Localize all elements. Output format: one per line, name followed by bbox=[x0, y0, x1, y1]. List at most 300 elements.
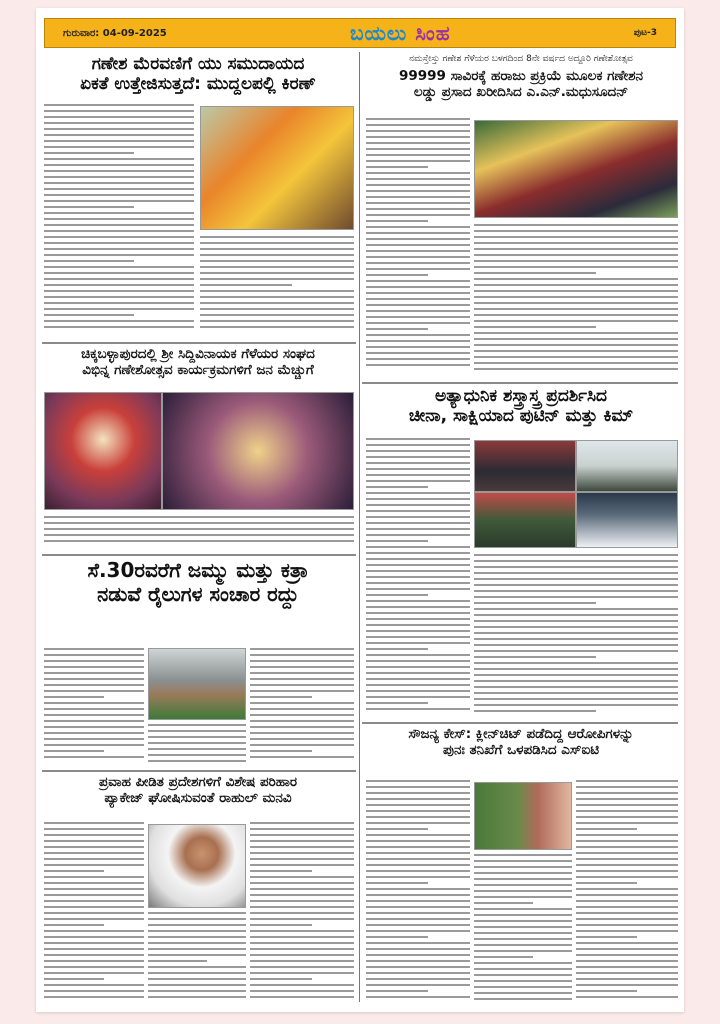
body-text-line bbox=[366, 498, 470, 500]
body-text-line bbox=[576, 780, 678, 782]
body-text-line bbox=[44, 272, 194, 274]
body-text-line bbox=[576, 978, 678, 980]
body-text-line bbox=[576, 912, 678, 914]
body-text-line bbox=[366, 504, 470, 506]
body-text-line bbox=[366, 130, 470, 132]
body-text-line bbox=[366, 220, 428, 222]
body-text-line bbox=[44, 326, 194, 328]
body-text-line bbox=[44, 182, 194, 184]
body-text-line bbox=[474, 608, 678, 610]
headline-line: ನಡುವೆ ರೈಲುಗಳ ಸಂಚಾರ ರದ್ದು bbox=[97, 582, 299, 606]
body-text-line bbox=[250, 702, 354, 704]
body-text-line bbox=[366, 588, 470, 590]
body-text-line bbox=[148, 936, 246, 938]
body-text-line bbox=[200, 278, 354, 280]
body-text-line bbox=[576, 882, 637, 884]
body-text-line bbox=[366, 558, 470, 560]
body-text-line bbox=[366, 462, 470, 464]
body-text-line bbox=[148, 748, 246, 750]
article-3-headline bbox=[40, 346, 356, 378]
body-text-line bbox=[366, 250, 470, 252]
body-text-line bbox=[250, 864, 354, 866]
body-text-line bbox=[366, 214, 470, 216]
body-text-line bbox=[366, 352, 470, 354]
body-text-line bbox=[44, 696, 104, 698]
body-text-line bbox=[474, 650, 678, 652]
body-text-line bbox=[366, 810, 470, 812]
body-text-line bbox=[366, 154, 470, 156]
body-text-line bbox=[44, 648, 144, 650]
body-text-line bbox=[366, 972, 470, 974]
body-text-line bbox=[366, 882, 428, 884]
body-text-line bbox=[250, 984, 354, 986]
body-text-line bbox=[474, 230, 678, 232]
body-text-line bbox=[44, 194, 194, 196]
body-text-line bbox=[576, 876, 678, 878]
body-text-line bbox=[250, 930, 354, 932]
body-text-line bbox=[200, 284, 292, 286]
body-text-line bbox=[474, 590, 678, 592]
body-text-line bbox=[44, 290, 194, 292]
body-text-line bbox=[366, 166, 428, 168]
page-number: ಪುಟ-3 bbox=[633, 28, 657, 38]
headline-line: ಲಡ್ಡು ಪ್ರಸಾದ ಖರೀದಿಸಿದ ಎ.ಎನ್.ಮಧುಸೂದನ್ bbox=[413, 84, 629, 101]
body-text-line bbox=[250, 750, 312, 752]
body-text-line bbox=[250, 852, 354, 854]
body-text-line bbox=[576, 816, 678, 818]
body-text-line bbox=[148, 918, 246, 920]
article-2-photo bbox=[474, 120, 678, 218]
article-7-headline bbox=[40, 774, 356, 806]
body-text-line bbox=[474, 980, 572, 982]
body-text-line bbox=[474, 986, 572, 988]
body-text-line bbox=[250, 756, 354, 758]
body-text-line bbox=[366, 900, 470, 902]
article-2-headline bbox=[362, 68, 680, 100]
article-4-photo-leaders bbox=[474, 440, 576, 492]
body-text-line bbox=[474, 584, 678, 586]
article-7-body-middle bbox=[148, 912, 246, 1002]
body-text-line bbox=[366, 846, 470, 848]
body-text-line bbox=[44, 828, 144, 830]
body-text-line bbox=[200, 254, 354, 256]
body-text-line bbox=[250, 918, 354, 920]
body-text-line bbox=[148, 930, 246, 932]
article-5-headline bbox=[40, 558, 356, 606]
body-text-line bbox=[44, 750, 104, 752]
body-text-line bbox=[148, 912, 246, 914]
body-text-line bbox=[366, 870, 470, 872]
body-text-line bbox=[474, 248, 678, 250]
body-text-line bbox=[200, 314, 354, 316]
body-text-line bbox=[366, 238, 470, 240]
body-text-line bbox=[474, 914, 572, 916]
body-text-line bbox=[250, 828, 354, 830]
body-text-line bbox=[366, 346, 470, 348]
body-text-line bbox=[44, 122, 194, 124]
body-text-line bbox=[44, 320, 194, 322]
body-text-line bbox=[366, 630, 470, 632]
body-text-line bbox=[366, 280, 470, 282]
body-text-line bbox=[366, 540, 428, 542]
body-text-line bbox=[44, 654, 144, 656]
body-text-line bbox=[200, 260, 354, 262]
body-text-line bbox=[366, 208, 470, 210]
body-text-line bbox=[474, 644, 678, 646]
body-text-line bbox=[44, 906, 144, 908]
body-text-line bbox=[44, 260, 134, 262]
body-text-line bbox=[576, 858, 678, 860]
body-text-line bbox=[576, 906, 678, 908]
body-text-line bbox=[576, 888, 678, 890]
body-text-line bbox=[44, 188, 194, 190]
body-text-line bbox=[44, 996, 144, 998]
body-text-line bbox=[250, 906, 354, 908]
body-text-line bbox=[474, 332, 678, 334]
body-text-line bbox=[366, 142, 470, 144]
article-5-photo-flood-bridge bbox=[148, 648, 246, 720]
body-text-line bbox=[366, 298, 470, 300]
body-text-line bbox=[250, 714, 354, 716]
body-text-line bbox=[474, 368, 678, 370]
body-text-line bbox=[44, 876, 144, 878]
body-text-line bbox=[366, 262, 470, 264]
body-text-line bbox=[366, 594, 428, 596]
body-text-line bbox=[474, 998, 572, 1000]
body-text-line bbox=[474, 686, 678, 688]
headline-line: ಏಕತೆ ಉತ್ತೇಜಿಸುತ್ತದೆ: ಮುದ್ದಲಪಲ್ಲಿ ಕಿರಣ್ bbox=[80, 74, 316, 95]
headline-line: ಗಣೇಶ ಮೆರವಣಿಗೆ ಯು ಸಮುದಾಯದ bbox=[91, 54, 305, 74]
article-6-headline bbox=[362, 726, 680, 758]
body-text-line bbox=[44, 224, 194, 226]
body-text-line bbox=[44, 918, 144, 920]
title-part-2: ಸಿಂಹ bbox=[415, 21, 451, 45]
body-text-line bbox=[250, 846, 354, 848]
body-text-line bbox=[474, 956, 533, 958]
body-text-line bbox=[474, 260, 678, 262]
body-text-line bbox=[474, 656, 596, 658]
body-text-line bbox=[44, 702, 144, 704]
body-text-line bbox=[44, 864, 144, 866]
body-text-line bbox=[44, 690, 144, 692]
body-text-line bbox=[366, 256, 470, 258]
body-text-line bbox=[366, 364, 470, 366]
body-text-line bbox=[366, 606, 470, 608]
body-text-line bbox=[250, 870, 312, 872]
body-text-line bbox=[44, 176, 194, 178]
body-text-line bbox=[576, 966, 678, 968]
body-text-line bbox=[148, 960, 207, 962]
body-text-line bbox=[250, 960, 354, 962]
body-text-line bbox=[44, 230, 194, 232]
body-text-line bbox=[366, 780, 470, 782]
body-text-line bbox=[250, 888, 354, 890]
body-text-line bbox=[474, 710, 596, 712]
body-text-line bbox=[474, 302, 678, 304]
body-text-line bbox=[148, 948, 246, 950]
body-text-line bbox=[250, 894, 354, 896]
body-text-line bbox=[366, 516, 470, 518]
body-text-line bbox=[44, 528, 354, 530]
body-text-line bbox=[474, 860, 572, 862]
body-text-line bbox=[44, 900, 144, 902]
body-text-line bbox=[366, 924, 470, 926]
body-text-line bbox=[576, 834, 678, 836]
body-text-line bbox=[366, 936, 428, 938]
body-text-line bbox=[474, 278, 678, 280]
body-text-line bbox=[44, 200, 194, 202]
body-text-line bbox=[250, 834, 354, 836]
body-text-line bbox=[44, 158, 194, 160]
body-text-line bbox=[576, 972, 678, 974]
issue-date: ಗುರುವಾರ: 04-09-2025 bbox=[63, 27, 167, 39]
body-text-line bbox=[474, 872, 572, 874]
body-text-line bbox=[44, 960, 144, 962]
body-text-line bbox=[576, 870, 678, 872]
article-4-photo-parade-vehicle bbox=[576, 440, 678, 492]
body-text-line bbox=[474, 350, 678, 352]
body-text-line bbox=[44, 714, 144, 716]
body-text-line bbox=[44, 984, 144, 986]
body-text-line bbox=[366, 148, 470, 150]
body-text-line bbox=[200, 266, 354, 268]
body-text-line bbox=[474, 338, 678, 340]
body-text-line bbox=[474, 272, 596, 274]
body-text-line bbox=[366, 888, 470, 890]
body-text-line bbox=[200, 302, 354, 304]
body-text-line bbox=[44, 834, 144, 836]
body-text-line bbox=[474, 242, 678, 244]
body-text-line bbox=[366, 334, 470, 336]
body-text-line bbox=[44, 128, 194, 130]
body-text-line bbox=[474, 854, 572, 856]
body-text-line bbox=[366, 328, 428, 330]
body-text-line bbox=[44, 870, 104, 872]
body-text-line bbox=[44, 966, 144, 968]
body-text-line bbox=[474, 668, 678, 670]
body-text-line bbox=[366, 684, 470, 686]
body-text-line bbox=[366, 184, 470, 186]
body-text-line bbox=[148, 754, 246, 756]
body-text-line bbox=[366, 666, 470, 668]
body-text-line bbox=[200, 308, 354, 310]
body-text-line bbox=[44, 912, 144, 914]
body-text-line bbox=[366, 190, 470, 192]
body-text-line bbox=[366, 468, 470, 470]
body-text-line bbox=[576, 918, 678, 920]
body-text-line bbox=[148, 978, 246, 980]
article-1-body-right bbox=[200, 236, 354, 336]
body-text-line bbox=[366, 894, 470, 896]
body-text-line bbox=[44, 978, 104, 980]
body-text-line bbox=[44, 930, 144, 932]
body-text-line bbox=[250, 876, 354, 878]
body-text-line bbox=[366, 286, 470, 288]
body-text-line bbox=[44, 146, 194, 148]
body-text-line bbox=[366, 702, 428, 704]
body-text-line bbox=[44, 116, 194, 118]
body-text-line bbox=[576, 798, 678, 800]
body-text-line bbox=[44, 302, 194, 304]
body-text-line bbox=[474, 554, 678, 556]
body-text-line bbox=[366, 906, 470, 908]
body-text-line bbox=[44, 254, 194, 256]
headline-line: ವಿಭಿನ್ನ ಗಣೇಶೋತ್ಸವ ಕಾರ್ಯಕ್ರಮಗಳಿಗೆ ಜನ ಮೆಚ್ಚುಗೆ bbox=[82, 362, 314, 379]
article-2-body-right bbox=[474, 224, 678, 374]
body-text-line bbox=[250, 660, 354, 662]
body-text-line bbox=[44, 756, 144, 758]
article-3-photo-idol bbox=[44, 392, 162, 510]
body-text-line bbox=[366, 178, 470, 180]
body-text-line bbox=[366, 954, 470, 956]
body-text-line bbox=[44, 840, 144, 842]
body-text-line bbox=[250, 666, 354, 668]
body-text-line bbox=[366, 340, 470, 342]
body-text-line bbox=[366, 678, 470, 680]
body-text-line bbox=[474, 596, 678, 598]
body-text-line bbox=[44, 894, 144, 896]
body-text-line bbox=[44, 284, 194, 286]
article-1-body-left bbox=[44, 104, 194, 336]
body-text-line bbox=[148, 990, 246, 992]
body-text-line bbox=[44, 858, 144, 860]
article-6-body-left bbox=[366, 780, 470, 1004]
body-text-line bbox=[44, 684, 144, 686]
body-text-line bbox=[474, 704, 678, 706]
body-text-line bbox=[576, 936, 637, 938]
body-text-line bbox=[44, 314, 134, 316]
body-text-line bbox=[366, 118, 470, 120]
body-text-line bbox=[366, 996, 470, 998]
body-text-line bbox=[366, 648, 428, 650]
body-text-line bbox=[200, 326, 354, 328]
body-text-line bbox=[366, 546, 470, 548]
body-text-line bbox=[474, 884, 572, 886]
section-divider bbox=[42, 342, 356, 344]
body-text-line bbox=[250, 954, 354, 956]
body-text-line bbox=[250, 726, 354, 728]
body-text-line bbox=[576, 984, 678, 986]
body-text-line bbox=[366, 534, 470, 536]
article-6-body-middle bbox=[474, 854, 572, 1004]
body-text-line bbox=[474, 938, 572, 940]
headline-line: 99999 ಸಾವಿರಕ್ಕೆ ಹರಾಜು ಪ್ರಕ್ರಿಯೆ ಮೂಲಕ ಗಣೇಶನ bbox=[398, 68, 644, 84]
body-text-line bbox=[44, 972, 144, 974]
headline-line: ಸೆ.30ರವರೆಗೆ ಜಮ್ಮು ಮತ್ತು ಕತ್ರಾ bbox=[87, 558, 309, 582]
body-text-line bbox=[474, 320, 678, 322]
article-3-photo-crowd bbox=[162, 392, 354, 510]
body-text-line bbox=[366, 612, 470, 614]
body-text-line bbox=[474, 974, 572, 976]
body-text-line bbox=[366, 618, 470, 620]
newspaper-page bbox=[36, 8, 684, 1012]
body-text-line bbox=[366, 576, 470, 578]
headline-line: ಪ್ಯಾಕೇಜ್ ಘೋಷಿಸುವಂತೆ ರಾಹುಲ್ ಮನವಿ bbox=[104, 790, 292, 807]
body-text-line bbox=[366, 316, 470, 318]
body-text-line bbox=[366, 642, 470, 644]
body-text-line bbox=[366, 624, 470, 626]
article-1-photo bbox=[200, 106, 354, 230]
body-text-line bbox=[44, 924, 104, 926]
body-text-line bbox=[44, 278, 194, 280]
body-text-line bbox=[250, 708, 354, 710]
body-text-line bbox=[366, 492, 470, 494]
body-text-line bbox=[474, 962, 572, 964]
body-text-line bbox=[44, 708, 144, 710]
body-text-line bbox=[366, 552, 470, 554]
body-text-line bbox=[366, 196, 470, 198]
body-text-line bbox=[44, 134, 194, 136]
body-text-line bbox=[474, 932, 572, 934]
section-divider bbox=[362, 382, 678, 384]
body-text-line bbox=[474, 902, 533, 904]
body-text-line bbox=[474, 908, 572, 910]
body-text-line bbox=[250, 972, 354, 974]
body-text-line bbox=[44, 152, 134, 154]
body-text-line bbox=[366, 864, 470, 866]
body-text-line bbox=[474, 308, 678, 310]
body-text-line bbox=[148, 730, 246, 732]
section-divider bbox=[362, 722, 678, 724]
body-text-line bbox=[474, 692, 678, 694]
body-text-line bbox=[366, 804, 470, 806]
body-text-line bbox=[250, 648, 354, 650]
body-text-line bbox=[44, 672, 144, 674]
body-text-line bbox=[366, 828, 428, 830]
body-text-line bbox=[250, 690, 354, 692]
body-text-line bbox=[474, 254, 678, 256]
body-text-line bbox=[250, 882, 354, 884]
body-text-line bbox=[366, 960, 470, 962]
body-text-line bbox=[366, 792, 470, 794]
body-text-line bbox=[474, 968, 572, 970]
body-text-line bbox=[44, 522, 354, 524]
body-text-line bbox=[366, 304, 470, 306]
body-text-line bbox=[250, 858, 354, 860]
body-text-line bbox=[474, 866, 572, 868]
body-text-line bbox=[366, 654, 470, 656]
body-text-line bbox=[148, 942, 246, 944]
body-text-line bbox=[366, 450, 470, 452]
body-text-line bbox=[366, 582, 470, 584]
body-text-line bbox=[576, 846, 678, 848]
body-text-line bbox=[366, 136, 470, 138]
body-text-line bbox=[148, 724, 246, 726]
body-text-line bbox=[576, 822, 678, 824]
body-text-line bbox=[250, 684, 354, 686]
body-text-line bbox=[44, 534, 354, 536]
body-text-line bbox=[576, 954, 678, 956]
body-text-line bbox=[576, 864, 678, 866]
body-text-line bbox=[366, 984, 470, 986]
body-text-line bbox=[44, 140, 194, 142]
body-text-line bbox=[474, 638, 678, 640]
body-text-line bbox=[576, 900, 678, 902]
body-text-line bbox=[366, 444, 470, 446]
headline-line: ಚೀನಾ, ಸಾಕ್ಷಿಯಾದ ಪುಟಿನ್ ಮತ್ತು ಕಿಮ್ bbox=[408, 406, 634, 427]
section-divider bbox=[42, 554, 356, 556]
body-text-line bbox=[44, 218, 194, 220]
body-text-line bbox=[44, 206, 134, 208]
body-text-line bbox=[44, 110, 194, 112]
body-text-line bbox=[576, 786, 678, 788]
body-text-line bbox=[366, 510, 470, 512]
body-text-line bbox=[44, 308, 194, 310]
body-text-line bbox=[366, 858, 470, 860]
headline-line: ಚಿಕ್ಕಬಳ್ಳಾಪುರದಲ್ಲಿ ಶ್ರೀ ಸಿದ್ದಿವಿನಾಯಕ ಗೆಳೆಯರ ಸಂಘದ bbox=[81, 346, 315, 362]
body-text-line bbox=[148, 924, 246, 926]
body-text-line bbox=[366, 600, 470, 602]
